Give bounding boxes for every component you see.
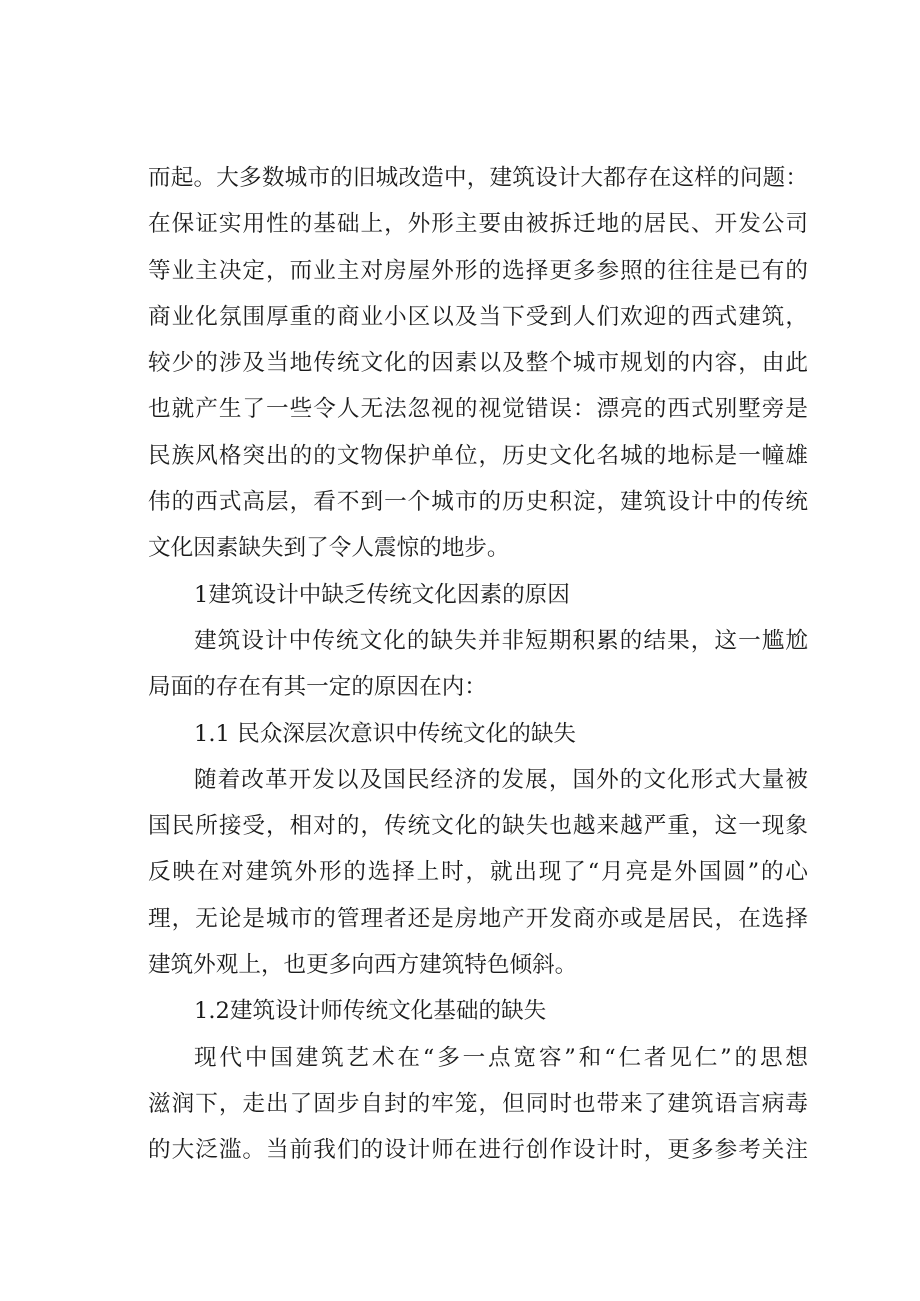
body-text-line: 也就产生了一些令人无法忽视的视觉错误：漂亮的西式别墅旁是: [148, 396, 808, 423]
body-text-line: 民族风格突出的的文物保护单位，历史文化名城的地标是一幢雄: [148, 442, 808, 469]
subsection-heading: 1.2建筑设计师传统文化基础的缺失: [194, 998, 547, 1025]
body-text-line: 建筑外观上，也更多向西方建筑特色倾斜。: [148, 952, 578, 979]
body-text-line: 现代中国建筑艺术在“多一点宽容”和“仁者见仁”的思想: [194, 1044, 808, 1071]
body-text-line: 而起。大多数城市的旧城改造中，建筑设计大都存在这样的问题：: [148, 165, 808, 191]
body-text-line: 国民所接受，相对的，传统文化的缺失也越来越严重，这一现象: [148, 813, 808, 840]
body-text-line: 较少的涉及当地传统文化的因素以及整个城市规划的内容，由此: [148, 350, 808, 377]
body-text-line: 伟的西式高层，看不到一个城市的历史积淀，建筑设计中的传统: [148, 489, 808, 516]
body-text-line: 的大泛滥。当前我们的设计师在进行创作设计时，更多参考关注: [148, 1137, 808, 1164]
body-text-line: 在保证实用性的基础上，外形主要由被拆迁地的居民、开发公司: [148, 211, 808, 238]
body-text-line: 文化因素缺失到了令人震惊的地步。: [148, 535, 510, 562]
section-heading: 1建筑设计中缺乏传统文化因素的原因: [194, 581, 570, 608]
subsection-heading: 1.1 民众深层次意识中传统文化的缺失: [194, 720, 577, 747]
body-text-line: 建筑设计中传统文化的缺失并非短期积累的结果，这一尴尬: [194, 627, 808, 654]
body-text-line: 等业主决定，而业主对房屋外形的选择更多参照的往往是已有的: [148, 257, 808, 284]
body-text-line: 局面的存在有其一定的原因在内：: [148, 674, 487, 701]
document-body: [148, 155, 808, 1174]
body-text-line: 滋润下，走出了固步自封的牢笼，但同时也带来了建筑语言病毒: [148, 1090, 808, 1117]
body-text-line: 理，无论是城市的管理者还是房地产开发商亦或是居民，在选择: [148, 905, 808, 932]
body-text-line: 商业化氛围厚重的商业小区以及当下受到人们欢迎的西式建筑，: [148, 303, 808, 330]
body-text-line: 反映在对建筑外形的选择上时，就出现了“月亮是外国圆”的心: [148, 859, 808, 886]
body-text-line: 随着改革开发以及国民经济的发展，国外的文化形式大量被: [194, 766, 808, 793]
